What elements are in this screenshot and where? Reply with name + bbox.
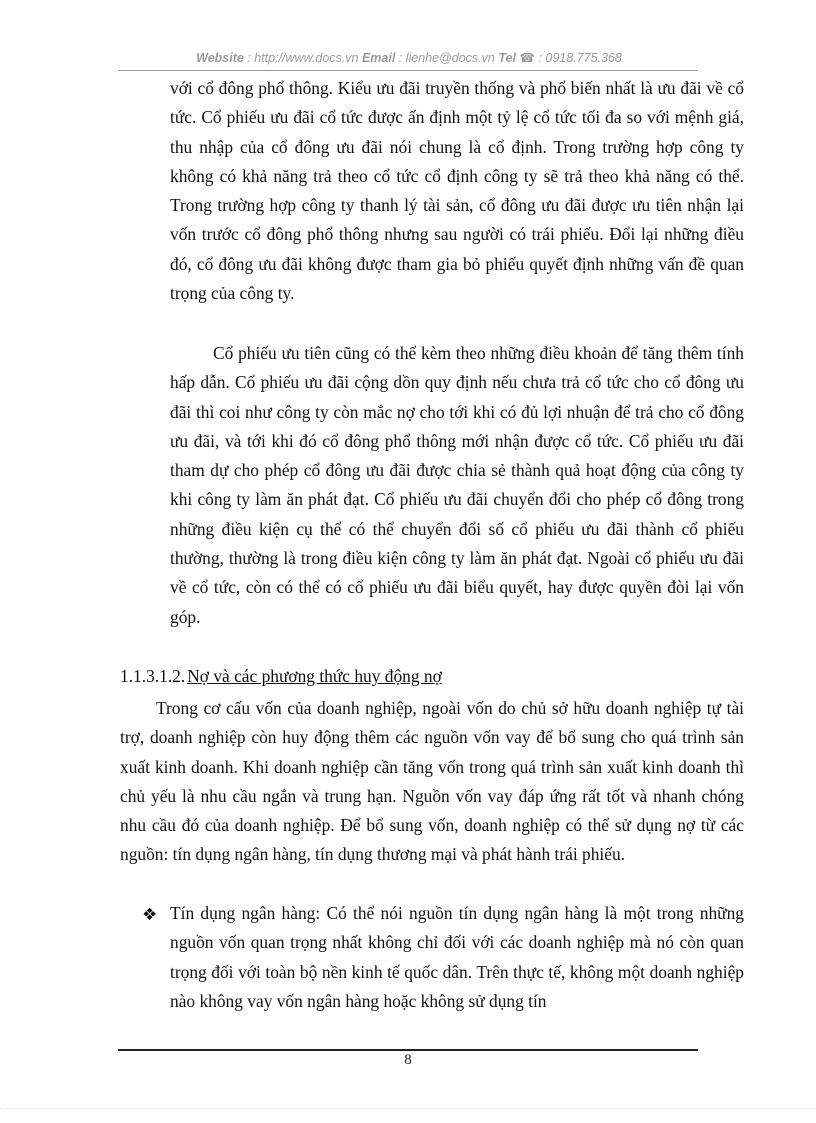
section-number: 1.1.3.1.2. — [120, 666, 186, 686]
paragraph-preferred-terms: Cổ phiếu ưu tiên cũng có thể kèm theo những điều khoản để tăng thêm tính hấp dẫn. Cổ phiếu ưu đãi cộng dồn quy định nếu chưa trả cổ tức cho cổ đông ưu đãi thì coi như công ty còn mắc nợ cho tới khi có đủ lợi nhuận để trả cho cổ đông ưu đãi, và tới khi đó cổ đông phổ thông mới nhận được cổ tức. Cổ phiếu ưu đãi tham dự cho phép cổ đông ưu đãi được chia sẻ thành quả hoạt động của công ty khi công ty làm ăn phát đạt. Cổ phiếu ưu đãi chuyển đổi cho phép cổ đông trong những điều kiện cụ thể có thể chuyển đổi số cổ phiếu ưu đãi thành cổ phiếu thường, thường là trong điều kiện công ty làm ăn phát đạt. Ngoài cổ phiếu ưu đãi về cổ tức, còn có thể có cổ phiếu ưu đãi biểu quyết, hay được quyền đòi lại vốn góp. — [170, 343, 744, 627]
page-number: 8 — [404, 1052, 412, 1068]
tel-label: Tel — [498, 51, 516, 65]
website-label: Website — [196, 51, 244, 65]
bullet-diamond-icon: ❖ — [142, 905, 158, 925]
header-divider — [118, 70, 698, 71]
paragraph-preferred-dividend: với cổ đông phổ thông. Kiểu ưu đãi truyền thống và phổ biến nhất là ưu đãi về cổ tức. Cổ phiếu ưu đãi cổ tức được ấn định một tỷ lệ cổ tức tối đa so với mệnh giá, thu nhập của cổ đông ưu đãi nói chung là cổ định. Trong trường hợp công ty không có khả năng trả theo cổ tức cổ định công ty sẽ trả theo khả năng có thể. Trong trường hợp công ty thanh lý tài sản, cổ đông ưu đãi được ưu tiên nhận lại vốn trước cổ đông phổ thông nhưng sau người có trái phiếu. Đổi lại những điều đó, cổ đông ưu đãi không được tham gia bỏ phiếu quyết định những vấn đề quan trọng của công ty. — [170, 78, 744, 304]
section-title: Nợ và các phương thức huy động nợ — [187, 666, 442, 686]
bullet-bank-credit: Tín dụng ngân hàng: Có thể nói nguồn tín dụng ngân hàng là một trong những nguồn vốn quan trọng nhất không chỉ đối với các doanh nghiệp mà nó còn quan trọng đối với toàn bộ nền kinh tế quốc dân. Trên thực tế, không một doanh nghiệp nào không vay vốn ngân hàng hoặc không sử dụng tín — [170, 903, 744, 1011]
email-value: : lienhe@docs.vn — [395, 51, 499, 65]
website-value: : http://www.docs.vn — [243, 51, 362, 65]
paragraph-debt-intro: Trong cơ cấu vốn của doanh nghiệp, ngoài vốn do chủ sở hữu doanh nghiệp tự tài trợ, doanh nghiệp còn huy động thêm các nguồn vốn vay để bổ sung cho quá trình sản xuất kinh doanh. Khi doanh nghiệp cần tăng vốn trong quá trình sản xuất kinh doanh thì chủ yếu là nhu cầu ngắn và trung hạn. Nguồn vốn vay đáp ứng rất tốt và nhanh chóng nhu cầu đó của doanh nghiệp. Để bổ sung vốn, doanh nghiệp có thể sử dụng nợ từ các nguồn: tín dụng ngân hàng, tín dụng thương mại và phát hành trái phiếu. — [120, 698, 744, 865]
tel-value: ☎ : 0918.775.368 — [515, 51, 622, 65]
page-header — [120, 50, 698, 65]
footer-divider — [118, 1049, 698, 1051]
section-heading — [120, 666, 442, 687]
page-edge — [0, 1108, 816, 1109]
email-label: Email — [361, 51, 396, 65]
